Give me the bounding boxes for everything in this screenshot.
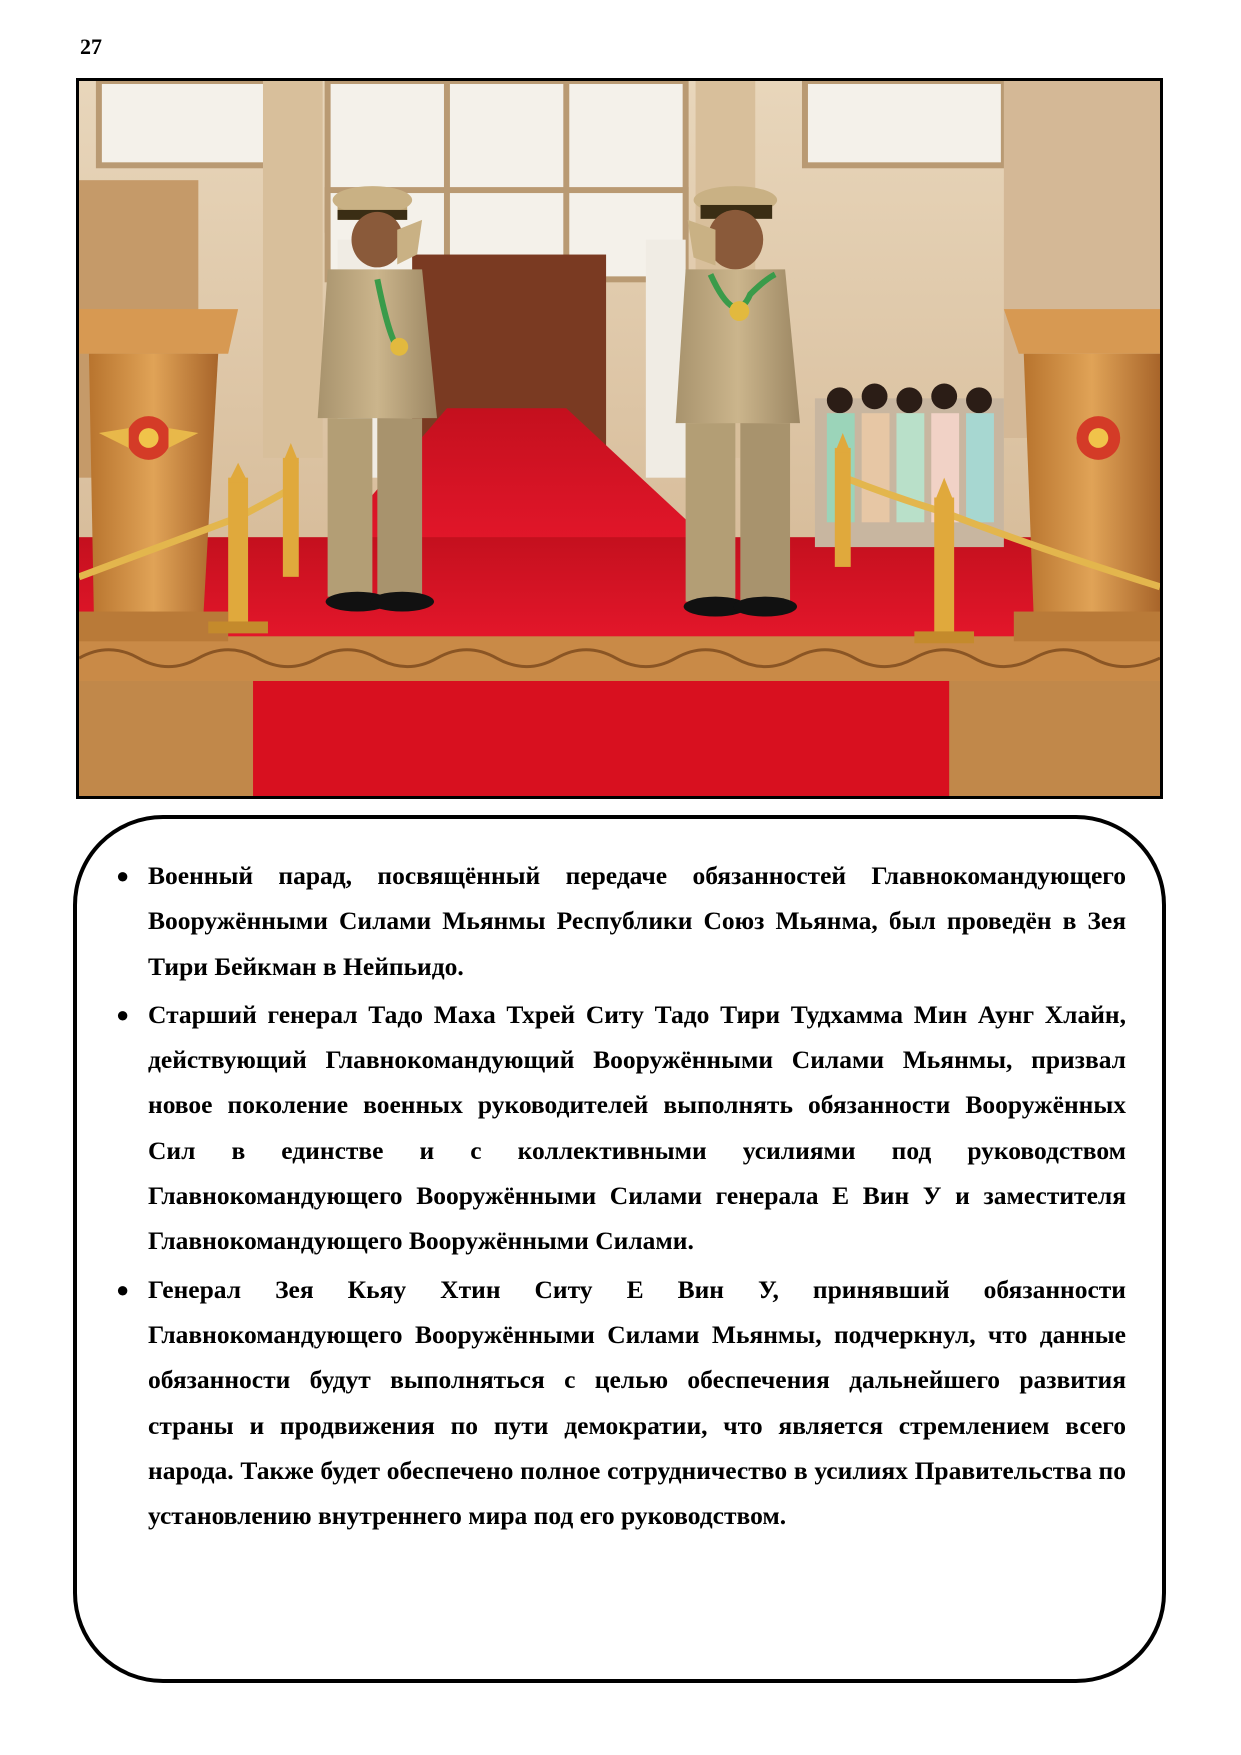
ceremony-photo-illustration — [79, 81, 1160, 796]
ceremony-photo — [76, 78, 1163, 799]
page-number: 27 — [80, 34, 102, 59]
bullet-icon: ● — [116, 863, 130, 888]
bullet-text: Старший генерал Тадо Маха Тхрей Ситу Тадо Тири Тудхамма Мин Аунг Хлайн, действующий Главнокомандующий Вооружёнными Силами Мьянмы, призвал новое поколение военных руководителей выполнять обязанности Вооружённых Сил в единстве и с коллективными усилиями под руководством Главнокомандующего Вооружёнными Силами генерала Е Вин У и заместителя Главнокомандующего Вооружёнными Силами. — [148, 999, 1126, 1256]
bullet-text: Военный парад, посвящённый передаче обязанностей Главнокомандующего Вооружёнными Силами Мьянмы Республики Союз Мьянма, был проведён в Зея Тири Бейкман в Нейпьидо. — [148, 861, 1126, 981]
bullet-list — [116, 853, 1126, 1541]
column-left — [263, 81, 323, 458]
bullet-text: Генерал Зея Кьяу Хтин Ситу Е Вин У, принявший обязанности Главнокомандующего Вооружёнными Силами Мьянмы, подчеркнул, что данные обязанности будут выполняться с целью обеспечения дальнейшего развития страны и продвижения по пути демократии, что является стремлением всего народа. Также будет обеспечено полное сотрудничество в усилиях Правительства по установлению внутреннего мира под его руководством. — [148, 1274, 1126, 1531]
bullet-icon: ● — [116, 1276, 130, 1302]
bullet-item — [116, 1267, 1126, 1539]
bullet-item — [116, 992, 1126, 1264]
stage-steps-carpet — [253, 681, 949, 796]
glass-door-right — [646, 240, 686, 478]
bullet-item — [116, 853, 1126, 989]
bullet-icon: ● — [116, 1001, 130, 1027]
